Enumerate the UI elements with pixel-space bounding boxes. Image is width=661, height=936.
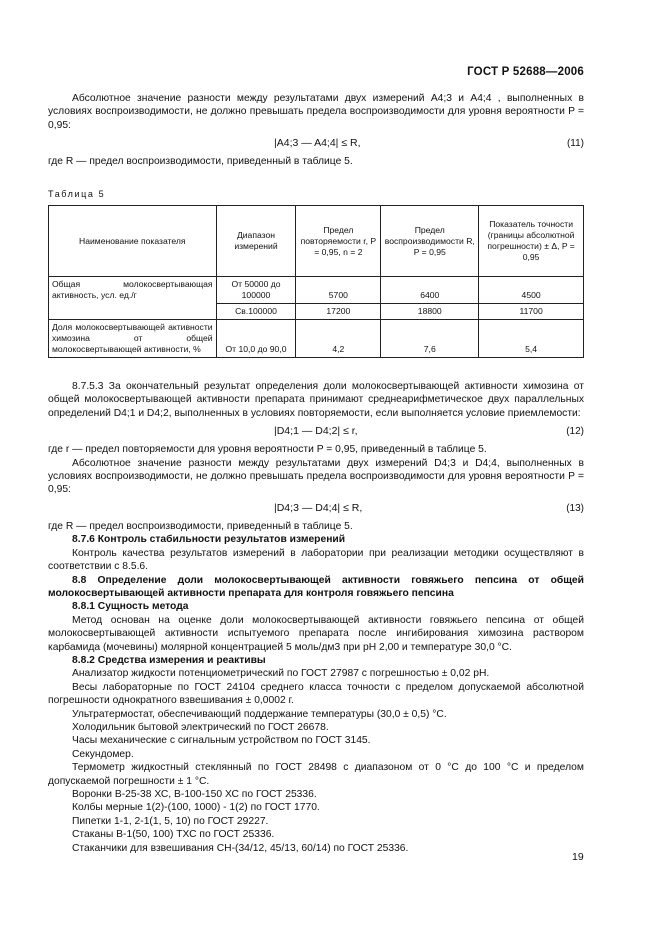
document-body bbox=[48, 92, 584, 855]
list-item: Стаканы В-1(50, 100) ТХС по ГОСТ 25336. bbox=[72, 829, 275, 841]
paragraph-8-7-6: Контроль качества результатов измерений в лаборатории при реализации методики осуществляют в соответствии с 8.5.6. bbox=[48, 547, 584, 573]
heading-8-8-1: 8.8.1 Сущность метода bbox=[72, 601, 189, 613]
table-header-row bbox=[49, 206, 584, 277]
table-cell-range: Св.100000 bbox=[216, 304, 296, 320]
paragraph-8-8-1: Метод основан на оценке доли молокосвертывающей активности говяжьего пепсина от общей молокосвертывающей активности испытуемого препарата после ингибирования химозина раствором карбамида (мочевины) молярной концентрацией 5 моль/дм3 при pH 2,00 и температуре 30,0 °С. bbox=[48, 614, 584, 653]
table-caption: Таблица 5 bbox=[48, 188, 106, 199]
list-item: Анализатор жидкости потенциометрический по ГОСТ 27987 с погрешностью ± 0,02 pH. bbox=[72, 668, 490, 680]
list-item: Воронки В-25-38 ХС, В-100-150 ХС по ГОСТ 25336. bbox=[72, 789, 317, 800]
table-cell-range: От 50000 до 100000 bbox=[216, 277, 296, 304]
formula-13-expression: |D4;3 — D4;4| ≤ R, bbox=[274, 501, 363, 514]
list-item: Часы механические с сигнальным устройством по ГОСТ 3145. bbox=[72, 735, 371, 747]
list-item: Стаканчики для взвешивания СН-(34/12, 45/13, 60/14) по ГОСТ 25336. bbox=[72, 842, 409, 854]
table-cell-value: 5700 bbox=[296, 277, 381, 304]
table-cell-indicator: Доля молокосвертывающей активности химозина от общей молокосвертывающей активности, % bbox=[49, 320, 217, 358]
table-cell-value: 17200 bbox=[296, 304, 381, 320]
formula-12-explanation: где r — предел повторяемости для уровня вероятности P = 0,95, приведенный в таблице 5. bbox=[48, 444, 487, 456]
document-header: ГОСТ Р 52688—2006 bbox=[467, 66, 584, 78]
table-cell-value: 4,2 bbox=[296, 320, 381, 358]
formula-11-expression: |A4;3 — A4;4| ≤ R, bbox=[274, 137, 361, 150]
paragraph-8-7-5-3: 8.7.5.3 За окончательный результат определения доли молокосвертывающей активности химозина от общей молокосвертывающей активности препарата принимают среднеарифметическое двух параллельных определений D4;1 и D4;2, выполненных в условиях повторяемости, если выполняется условие приемлемости: bbox=[48, 381, 584, 419]
table-cell-value: 11700 bbox=[479, 304, 584, 320]
formula-12-expression: |D4;1 — D4;2| ≤ r, bbox=[274, 425, 358, 438]
list-item: Колбы мерные 1(2)-(100, 1000) - 1(2) по ГОСТ 1770. bbox=[72, 802, 320, 814]
table-cell-value: 7,6 bbox=[381, 320, 479, 358]
table-header-cell: Предел повторяемости r, P = 0,95, n = 2 bbox=[296, 206, 381, 277]
table-header-cell: Показатель точности (границы абсолютной погрешности) ± Δ, P = 0,95 bbox=[479, 206, 584, 277]
table-row bbox=[49, 277, 584, 304]
heading-8-7-6: 8.7.6 Контроль стабильности результатов измерений bbox=[72, 534, 346, 546]
formula-11-explanation: где R — предел воспроизводимости, приведенный в таблице 5. bbox=[48, 156, 353, 168]
table-header-cell: Диапазон измерений bbox=[216, 206, 296, 277]
list-item: Секундомер. bbox=[72, 748, 134, 760]
list-item: Холодильник бытовой электрический по ГОСТ 26678. bbox=[72, 721, 329, 733]
table-cell-value: 6400 bbox=[381, 277, 479, 304]
precision-table bbox=[48, 205, 584, 358]
formula-13-number: (13) bbox=[566, 502, 584, 514]
list-item: Пипетки 1-1, 2-1(1, 5, 10) по ГОСТ 29227. bbox=[72, 815, 269, 827]
list-item: Термометр жидкостный стеклянный по ГОСТ 28498 с диапазоном от 0 °С до 100 °С и пределом допускаемой погрешности ± 1 °С. bbox=[48, 762, 584, 787]
page-number: 19 bbox=[572, 851, 584, 863]
heading-8-8-2: 8.8.2 Средства измерения и реактивы bbox=[72, 654, 266, 666]
formula-11-number: (11) bbox=[566, 138, 584, 150]
list-item: Ультратермостат, обеспечивающий поддержание температуры (30,0 ± 0,5) °С. bbox=[72, 708, 447, 720]
table-header-cell: Предел воспроизводимости R, P = 0,95 bbox=[381, 206, 479, 277]
table-row bbox=[49, 320, 584, 358]
table-cell-indicator: Общая молокосвертывающая активность, усл. ед./г bbox=[49, 277, 217, 320]
table-cell-value: 5,4 bbox=[479, 320, 584, 358]
formula-12-number: (12) bbox=[566, 426, 584, 438]
paragraph-reproducibility-a: Абсолютное значение разности между результатами двух измерений A4;3 и A4;4 , выполненных в условиях воспроизводимости, не должно превышать предела воспроизводимости для уровня вероятности P = 0,95: bbox=[48, 93, 584, 131]
formula-12 bbox=[48, 423, 584, 441]
list-item: Весы лабораторные по ГОСТ 24104 среднего класса точности с пределом допускаемой абсолютной погрешности однократного взвешивания ± 0,0002 г. bbox=[48, 681, 584, 707]
paragraph-reproducibility-d: Абсолютное значение разности между результатами двух измерений D4;3 и D4;4, выполненных в условиях воспроизводимости, не должно превышать предела воспроизводимости для уровня вероятности P = 0,95: bbox=[48, 457, 584, 496]
formula-13 bbox=[48, 500, 584, 518]
formula-13-explanation: где R — предел воспроизводимости, приведенный в таблице 5. bbox=[48, 520, 353, 532]
equipment-list bbox=[48, 667, 584, 855]
table-cell-value: 4500 bbox=[479, 277, 584, 304]
formula-11 bbox=[48, 135, 584, 153]
table-5 bbox=[48, 205, 584, 358]
heading-8-8: 8.8 Определение доли молокосвертывающей активности говяжьего пепсина от общей молокосвертывающей активности препарата для контроля говяжьего пепсина bbox=[48, 574, 584, 599]
table-cell-range: От 10,0 до 90,0 bbox=[216, 320, 296, 358]
table-header-cell: Наименование показателя bbox=[49, 206, 217, 277]
table-cell-value: 18800 bbox=[381, 304, 479, 320]
